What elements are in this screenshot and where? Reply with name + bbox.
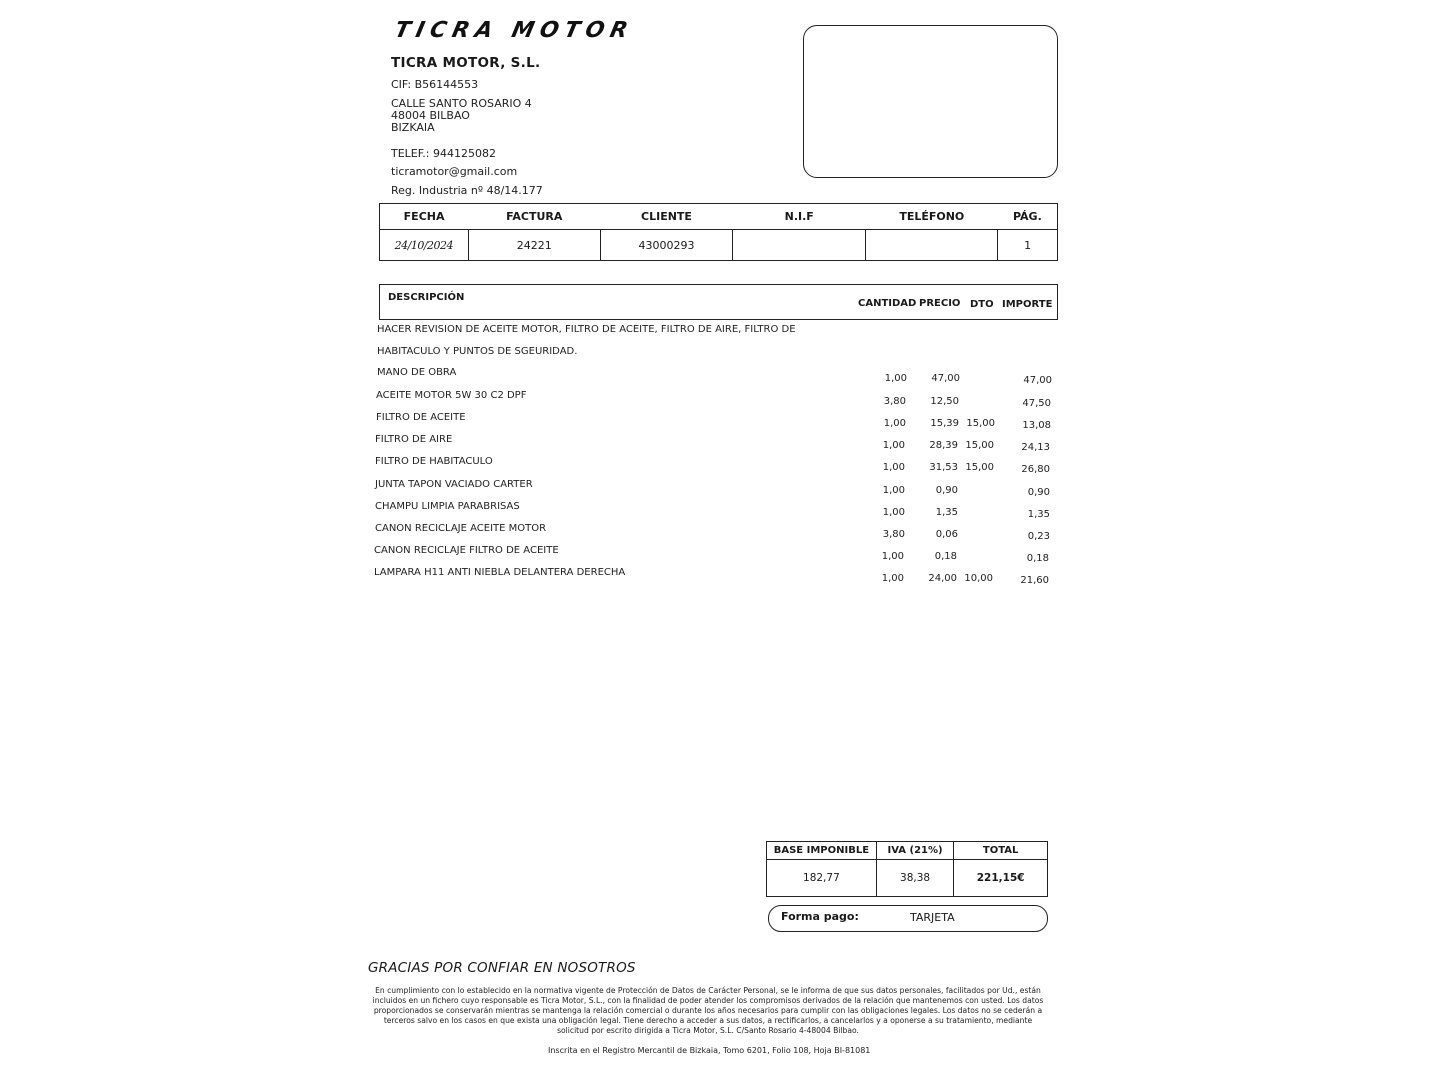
line-item (375, 523, 1055, 542)
line-importe: 24,13 (1021, 442, 1050, 453)
line-dto: 15,00 (966, 418, 995, 429)
line-dto: 10,00 (964, 573, 993, 584)
line-item (376, 390, 1056, 409)
factura-label: FACTURA (468, 204, 600, 230)
company-registry: Reg. Industria nº 48/14.177 (391, 184, 543, 197)
line-desc: LAMPARA H11 ANTI NIEBLA DELANTERA DERECHA (374, 567, 626, 578)
line-precio: 28,39 (929, 440, 958, 451)
line-desc: CHAMPU LIMPIA PARABRISAS (375, 501, 520, 512)
fecha-label: FECHA (380, 204, 469, 230)
telefono-value (866, 230, 998, 261)
address-line-1: CALLE SANTO ROSARIO 4 (391, 97, 532, 110)
total-value: 221,15€ (954, 860, 1048, 897)
base-imponible-label: BASE IMPONIBLE (767, 842, 877, 860)
line-cantidad: 1,00 (882, 507, 905, 518)
descripcion-label: DESCRIPCIÓN (388, 292, 465, 303)
line-item (375, 479, 1055, 498)
line-precio: 0,06 (935, 529, 958, 540)
line-desc: CANON RECICLAJE ACEITE MOTOR (375, 523, 547, 534)
line-item (375, 501, 1055, 520)
line-item (374, 567, 1054, 586)
line-item (375, 456, 1055, 475)
line-precio: 0,18 (934, 551, 957, 562)
line-desc: MANO DE OBRA (377, 367, 457, 378)
line-importe: 26,80 (1021, 464, 1050, 475)
line-cantidad: 3,80 (883, 396, 906, 407)
iva-label: IVA (21%) (876, 842, 954, 860)
line-desc: CANON RECICLAJE FILTRO DE ACEITE (374, 545, 559, 556)
line-importe: 21,60 (1020, 575, 1049, 586)
invoice-header-table (379, 203, 1058, 261)
company-phone: TELEF.: 944125082 (391, 147, 496, 160)
company-email: ticramotor@gmail.com (391, 165, 518, 178)
line-item (376, 412, 1056, 431)
payment-value: TARJETA (910, 911, 955, 924)
line-desc: ACEITE MOTOR 5W 30 C2 DPF (376, 390, 527, 401)
company-cif: CIF: B56144553 (391, 78, 479, 91)
line-item (375, 434, 1055, 453)
line-cantidad: 1,00 (882, 462, 905, 473)
line-desc: FILTRO DE AIRE (375, 434, 453, 445)
line-cantidad: 1,00 (882, 440, 905, 451)
nif-label: N.I.F (733, 204, 866, 230)
precio-label: PRECIO (919, 298, 961, 309)
line-cantidad: 1,00 (884, 373, 907, 384)
lines-header (379, 284, 1058, 320)
customer-address-box (803, 25, 1058, 178)
pag-label: PÁG. (998, 204, 1058, 230)
line-precio: 31,53 (929, 462, 958, 473)
payment-label: Forma pago: (781, 910, 859, 923)
line-item (377, 367, 1057, 386)
mercantile-registry: Inscrita en el Registro Mercantil de Bizkaia, Tomo 6201, Folio 108, Hoja BI-81081 (548, 1046, 871, 1055)
line-importe: 0,90 (1027, 487, 1050, 498)
totals-table (766, 841, 1048, 897)
cliente-label: CLIENTE (600, 204, 732, 230)
line-dto: 15,00 (965, 440, 994, 451)
line-precio: 47,00 (931, 373, 960, 384)
line-precio: 24,00 (928, 573, 957, 584)
cantidad-label: CANTIDAD (858, 298, 917, 309)
total-label: TOTAL (954, 842, 1048, 860)
address-line-2: 48004 BILBAO (391, 109, 470, 122)
line-cantidad: 3,80 (882, 529, 905, 540)
line-desc: FILTRO DE HABITACULO (375, 456, 493, 467)
line-item (374, 545, 1054, 564)
iva-value: 38,38 (876, 860, 954, 897)
pag-value: 1 (998, 230, 1058, 261)
cliente-value: 43000293 (600, 230, 732, 261)
legal-notice: En cumplimiento con lo establecido en la normativa vigente de Protección de Datos de Carácter Personal, se le informa de que sus datos personales, facilitados por Ud., están incluidos en un fichero cuyo responsable es Ticra Motor, S.L., con la finalidad de poder atender los compromisos derivados de la relación que mantenemos con usted. Los datos proporcionados se conservarán mientras se mantenga la relación comercial o durante los años necesarios para cumplir con las obligaciones legales. Los datos no se cederán a terceros salvo en los casos en que exista una obligación legal. Tiene derecho a acceder a sus datos, a rectificarlos, a cancelarlos y a oponerse a su tratamiento, mediante solicitud por escrito dirigida a Ticra Motor, S.L. C/Santo Rosario 4-48004 Bilbao. (372, 986, 1044, 1035)
line-cantidad: 1,00 (882, 485, 905, 496)
address-line-3: BIZKAIA (391, 121, 435, 134)
company-logo: TICRA MOTOR (392, 18, 636, 43)
nif-value (733, 230, 866, 261)
line-importe: 47,50 (1022, 398, 1051, 409)
factura-value: 24221 (468, 230, 600, 261)
line-cantidad: 1,00 (881, 573, 904, 584)
line-importe: 0,23 (1027, 531, 1050, 542)
company-name: TICRA MOTOR, S.L. (391, 55, 541, 71)
line-cantidad: 1,00 (883, 418, 906, 429)
line-dto: 15,00 (965, 462, 994, 473)
line-precio: 12,50 (930, 396, 959, 407)
line-precio: 15,39 (930, 418, 959, 429)
base-imponible-value: 182,77 (767, 860, 877, 897)
line-desc: FILTRO DE ACEITE (376, 412, 466, 423)
line-importe: 47,00 (1023, 375, 1052, 386)
telefono-label: TELÉFONO (866, 204, 998, 230)
line-cantidad: 1,00 (881, 551, 904, 562)
dto-label: DTO (970, 299, 994, 310)
intro-line-1: HACER REVISION DE ACEITE MOTOR, FILTRO DE ACEITE, FILTRO DE AIRE, FILTRO DE (377, 324, 796, 335)
line-desc: JUNTA TAPON VACIADO CARTER (375, 479, 533, 490)
thanks-message: GRACIAS POR CONFIAR EN NOSOTROS (368, 960, 636, 976)
importe-label: IMPORTE (1002, 299, 1053, 310)
line-importe: 13,08 (1022, 420, 1051, 431)
line-precio: 1,35 (935, 507, 958, 518)
payment-method-box (768, 905, 1048, 932)
fecha-value: 24/10/2024 (380, 230, 469, 261)
line-precio: 0,90 (935, 485, 958, 496)
line-importe: 1,35 (1027, 509, 1050, 520)
intro-line-2: HABITACULO Y PUNTOS DE SGEURIDAD. (377, 346, 578, 357)
line-importe: 0,18 (1026, 553, 1049, 564)
